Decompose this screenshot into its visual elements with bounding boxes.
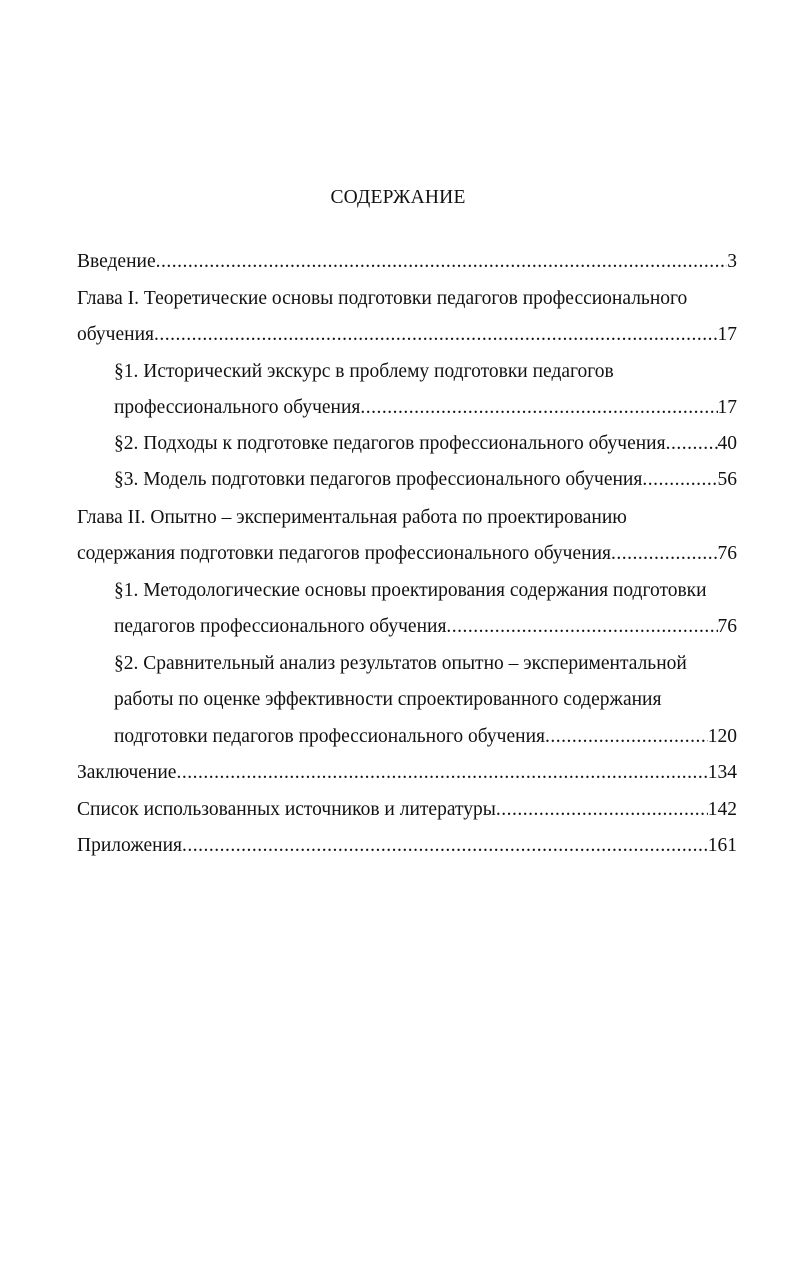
toc-page-number: 40 bbox=[717, 433, 737, 454]
toc-entry-conclusion[interactable] bbox=[77, 758, 737, 788]
dot-leader bbox=[446, 612, 717, 642]
dot-leader bbox=[666, 429, 718, 459]
toc-entry-section-1-1[interactable] bbox=[114, 393, 737, 423]
toc-chapter-2-title[interactable]: Глава II. Опытно – экспериментальная работа по проектированию bbox=[77, 507, 627, 528]
toc-page-number: 120 bbox=[707, 726, 737, 747]
toc-entry-chapter-1[interactable] bbox=[77, 320, 737, 350]
toc-entry-chapter-2[interactable] bbox=[77, 539, 737, 569]
toc-entry-sources[interactable] bbox=[77, 795, 737, 825]
dot-leader bbox=[154, 320, 718, 350]
toc-entry-introduction[interactable] bbox=[77, 247, 737, 277]
toc-entry-title: Введение bbox=[77, 251, 156, 272]
toc-page-number: 142 bbox=[707, 799, 737, 820]
toc-entry-title: содержания подготовки педагогов профессионального обучения bbox=[77, 543, 611, 564]
toc-section-2-2-title-cont[interactable]: работы по оценке эффективности спроектированного содержания bbox=[114, 689, 662, 710]
toc-page-number: 76 bbox=[717, 543, 737, 564]
dot-leader bbox=[176, 758, 707, 788]
toc-entry-section-2-1[interactable] bbox=[114, 612, 737, 642]
toc-page-number: 17 bbox=[717, 324, 737, 345]
toc-section-1-1-title[interactable]: §1. Исторический экскурс в проблему подготовки педагогов bbox=[114, 361, 614, 382]
toc-entry-section-2-2[interactable] bbox=[114, 722, 737, 752]
dot-leader bbox=[182, 831, 708, 861]
toc-entry-title: подготовки педагогов профессионального обучения bbox=[114, 726, 545, 747]
toc-page-number: 134 bbox=[707, 762, 737, 783]
dot-leader bbox=[496, 795, 708, 825]
toc-entry-title: обучения bbox=[77, 324, 154, 345]
toc-page-number: 17 bbox=[717, 397, 737, 418]
toc-page-number: 3 bbox=[727, 251, 737, 272]
toc-entry-section-1-2[interactable] bbox=[114, 429, 737, 459]
toc-chapter-1-title[interactable]: Глава I. Теоретические основы подготовки педагогов профессионального bbox=[77, 288, 688, 309]
toc-entry-title: Заключение bbox=[77, 762, 177, 783]
dot-leader bbox=[360, 393, 717, 423]
dot-leader bbox=[156, 247, 728, 277]
dot-leader bbox=[545, 722, 708, 752]
dot-leader bbox=[611, 539, 718, 569]
toc-entry-appendix[interactable] bbox=[77, 831, 737, 861]
toc-entry-title: педагогов профессионального обучения bbox=[114, 616, 447, 637]
toc-page-number: 161 bbox=[707, 835, 737, 856]
toc-section-2-1-title[interactable]: §1. Методологические основы проектирования содержания подготовки bbox=[114, 580, 707, 601]
toc-section-2-2-title[interactable]: §2. Сравнительный анализ результатов опытно – экспериментальной bbox=[114, 653, 687, 674]
toc-entry-title: Приложения bbox=[77, 835, 182, 856]
toc-entry-title: профессионального обучения bbox=[114, 397, 361, 418]
toc-entry-section-1-3[interactable] bbox=[114, 465, 737, 495]
toc-page-number: 56 bbox=[717, 469, 737, 490]
dot-leader bbox=[642, 465, 717, 495]
toc-entry-title: §2. Подходы к подготовке педагогов профессионального обучения bbox=[114, 433, 666, 454]
toc-entry-title: Список использованных источников и литературы bbox=[77, 799, 496, 820]
toc-page-number: 76 bbox=[717, 616, 737, 637]
toc-entry-title: §3. Модель подготовки педагогов профессионального обучения bbox=[114, 469, 643, 490]
page-title: СОДЕРЖАНИЕ bbox=[330, 187, 466, 208]
